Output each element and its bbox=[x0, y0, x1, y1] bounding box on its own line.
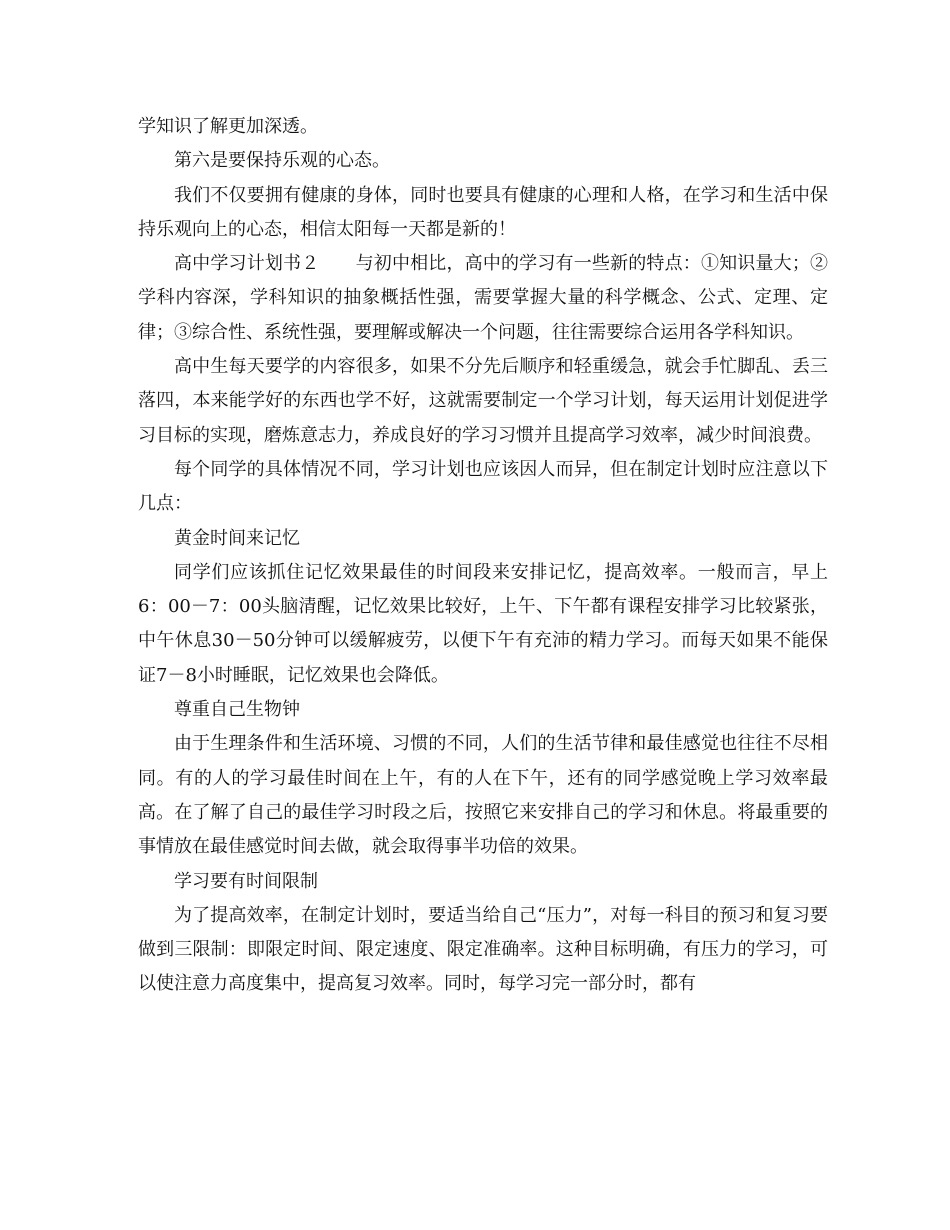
document-body bbox=[138, 110, 828, 1002]
paragraph: 同学们应该抓住记忆效果最佳的时间段来安排记忆，提高效率。一般而言，早上6：00－7：00头脑清醒，记忆效果比较好，上午、下午都有课程安排学习比较紧张，中午休息30－50分钟可以缓解疲劳，以便下午有充沛的精力学习。而每天如果不能保证7－8小时睡眠，记忆效果也会降低。 bbox=[138, 561, 828, 686]
paragraph: 由于生理条件和生活环境、习惯的不同，人们的生活节律和最佳感觉也往往不尽相同。有的人的学习最佳时间在上午，有的人在下午，还有的同学感觉晚上学习效率最高。在了解了自己的最佳学习时段之后，按照它来安排自己的学习和休息。将最重要的事情放在最佳感觉时间去做，就会取得事半功倍的效果。 bbox=[138, 733, 828, 858]
subheading: 学习要有时间限制 bbox=[174, 870, 318, 892]
subheading: 尊重自己生物钟 bbox=[174, 699, 300, 721]
paragraph-with-heading bbox=[138, 247, 828, 350]
paragraph-text: 与初中相比，高中的学习有一些新的特点：①知识量大；②学科内容深，学科知识的抽象概括性强，需要掌握大量的科学概念、公式、定理、定律；③综合性、系统性强，要理解或解决一个问题，往往需要综合运用各学科知识。 bbox=[138, 253, 829, 343]
paragraph: 为了提高效率，在制定计划时，要适当给自己“压力”，对每一科目的预习和复习要做到三限制：即限定时间、限定速度、限定准确率。这种目标明确，有压力的学习，可以使注意力高度集中，提高复习效率。同时，每学习完一部分时，都有 bbox=[138, 904, 828, 995]
paragraph: 高中生每天要学的内容很多，如果不分先后顺序和轻重缓急，就会手忙脚乱、丢三落四，本来能学好的东西也学不好，这就需要制定一个学习计划，每天运用计划促进学习目标的实现，磨炼意志力，养成良好的学习习惯并且提高学习效率，减少时间浪费。 bbox=[138, 356, 828, 446]
paragraph: 第六是要保持乐观的心态。 bbox=[174, 150, 390, 172]
subheading: 黄金时间来记忆 bbox=[174, 527, 300, 549]
paragraph: 我们不仅要拥有健康的身体，同时也要具有健康的心理和人格，在学习和生活中保持乐观向上的心态，相信太阳每一天都是新的！ bbox=[138, 184, 828, 240]
section-heading: 高中学习计划书２ bbox=[174, 253, 320, 275]
paragraph: 每个同学的具体情况不同，学习计划也应该因人而异，但在制定计划时应注意以下几点： bbox=[138, 458, 828, 515]
paragraph: 学知识了解更加深透。 bbox=[138, 116, 318, 137]
